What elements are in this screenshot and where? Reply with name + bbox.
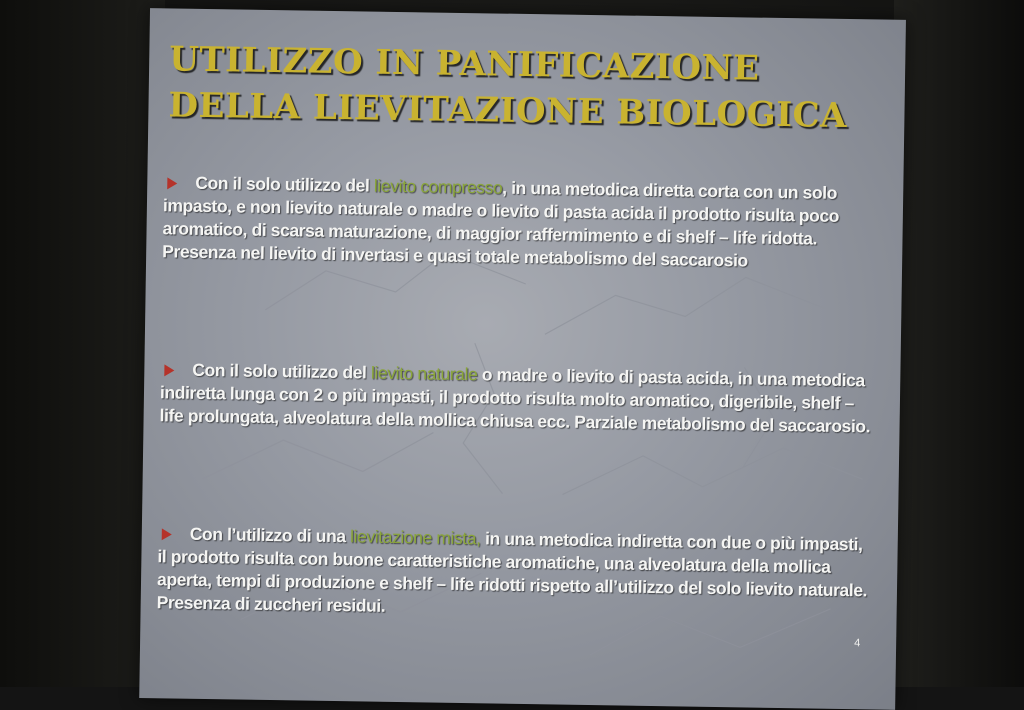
highlighted-term: lievito naturale: [370, 362, 478, 385]
bullet-text: Con il solo utilizzo del: [192, 359, 372, 383]
slide-page-number: 4: [854, 637, 861, 650]
bullet-text: in una metodica indiretta con due o più impasti, il prodotto risulta con buone caratteristiche aromatiche, una alveolatura della mollica aperta, tempi di produzione e shelf – life ridotti rispetto all’utilizzo del solo lievito naturale. Presenza di zuccheri residui.: [156, 528, 868, 616]
projection-screen: [139, 8, 906, 710]
red-arrowhead-icon: [167, 177, 177, 189]
bullet-lievitazione-mista: [157, 522, 874, 625]
slide-title-line-2: DELLA LIEVITAZIONE BIOLOGICA: [168, 85, 848, 137]
bullet-text: , in una metodica diretta corta con un solo impasto, e non lievito naturale o madre o lievito di pasta acida il prodotto risulta poco aromatico, di scarsa maturazione, di maggior raffermimento e di shelf – life ridotta. Presenza nel lievito di invertasi e quasi totale metabolismo del saccarosio: [162, 177, 840, 271]
bullet-lievito-compresso: [162, 171, 879, 274]
highlighted-term: lievitazione mista,: [349, 526, 481, 549]
highlighted-term: lievito compresso: [373, 175, 503, 198]
bullet-text: Con l’utilizzo di una: [189, 523, 351, 547]
slide-title: [168, 36, 889, 139]
bullet-text: o madre o lievito di pasta acida, in una metodica indiretta lunga con 2 o più impasti, il prodotto risulta molto aromatico, digeribile, shelf – life prolungata, alveolatura della mollica chiusa ecc. Parziale metabolismo del saccarosio.: [159, 364, 871, 437]
red-arrowhead-icon: [162, 528, 172, 540]
bullet-lievito-naturale: [159, 358, 876, 438]
right-wall: [894, 0, 1024, 687]
red-arrowhead-icon: [164, 364, 174, 376]
bullet-text: Con il solo utilizzo del: [195, 172, 375, 196]
slide-title-line-1: UTILIZZO IN PANIFICAZIONE: [168, 39, 760, 89]
